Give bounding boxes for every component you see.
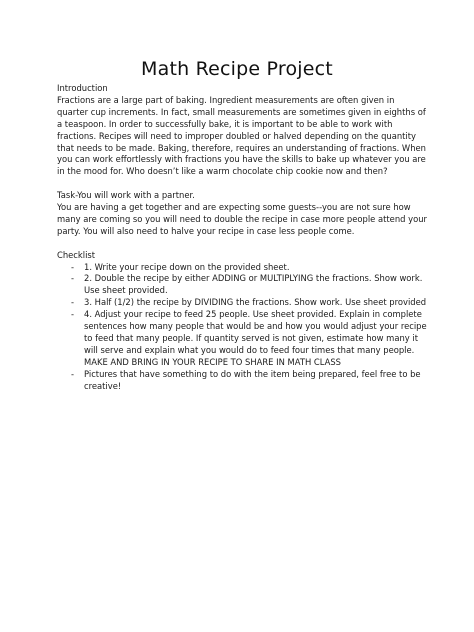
checklist-item [57, 262, 427, 274]
checklist-item-text: 4. Adjust your recipe to feed 25 people. Use sheet provided. Explain in complete sentences how many people that would be and how you would adjust your recipe to feed that many people. If quantity served is not given, estimate how many it will serve and explain what you would do to feed four times that many people. MAKE AND BRING IN YOUR RECIPE TO SHARE IN MATH CLASS [84, 309, 427, 367]
introduction-paragraph: Fractions are a large part of baking. Ingredient measurements are often given in quarter cup increments. In fact, small measurements are sometimes given in eighths of a teaspoon. In order to successfully bake, it is important to be able to work with fractions. Recipes will need to improper doubled or halved depending on the quantity that needs to be made. Baking, therefore, requires an understanding of fractions. When you can work effortlessly with fractions you have the skills to bake up whatever you are in the mood for. Who doesn’t like a warm chocolate chip cookie now and then? [57, 94, 426, 177]
task-paragraph: You are having a get together and are expecting some guests--you are not sure how many are coming so you will need to double the recipe in case more people attend your party. You will also need to halve your recipe in case less people come. [57, 202, 427, 236]
checklist-item-text: 2. Double the recipe by either ADDING or MULTIPLYING the fractions. Show work. Use sheet provided. [84, 273, 423, 296]
bullet-dash: - [71, 273, 75, 284]
spacer [57, 178, 427, 190]
checklist-item-text: 3. Half (1/2) the recipe by DIVIDING the fractions. Show work. Use sheet provided [84, 297, 427, 308]
introduction-heading: Introduction [57, 83, 108, 93]
spacer [57, 238, 427, 250]
checklist [57, 262, 427, 393]
checklist-item [57, 273, 427, 297]
bullet-dash: - [71, 309, 75, 320]
checklist-item [57, 297, 427, 309]
bullet-dash: - [71, 368, 75, 379]
bullet-dash: - [71, 297, 75, 308]
bullet-dash: - [71, 261, 75, 272]
checklist-item [57, 309, 427, 369]
checklist-item [57, 369, 427, 393]
checklist-item-text: 1. Write your recipe down on the provided sheet. [84, 261, 290, 272]
checklist-item-text: Pictures that have something to do with the item being prepared, feel free to be creative! [84, 368, 421, 391]
document-body [57, 83, 427, 393]
page-title: Math Recipe Project [141, 58, 333, 80]
task-heading: Task-You will work with a partner. [57, 190, 195, 201]
checklist-heading: Checklist [57, 249, 96, 260]
